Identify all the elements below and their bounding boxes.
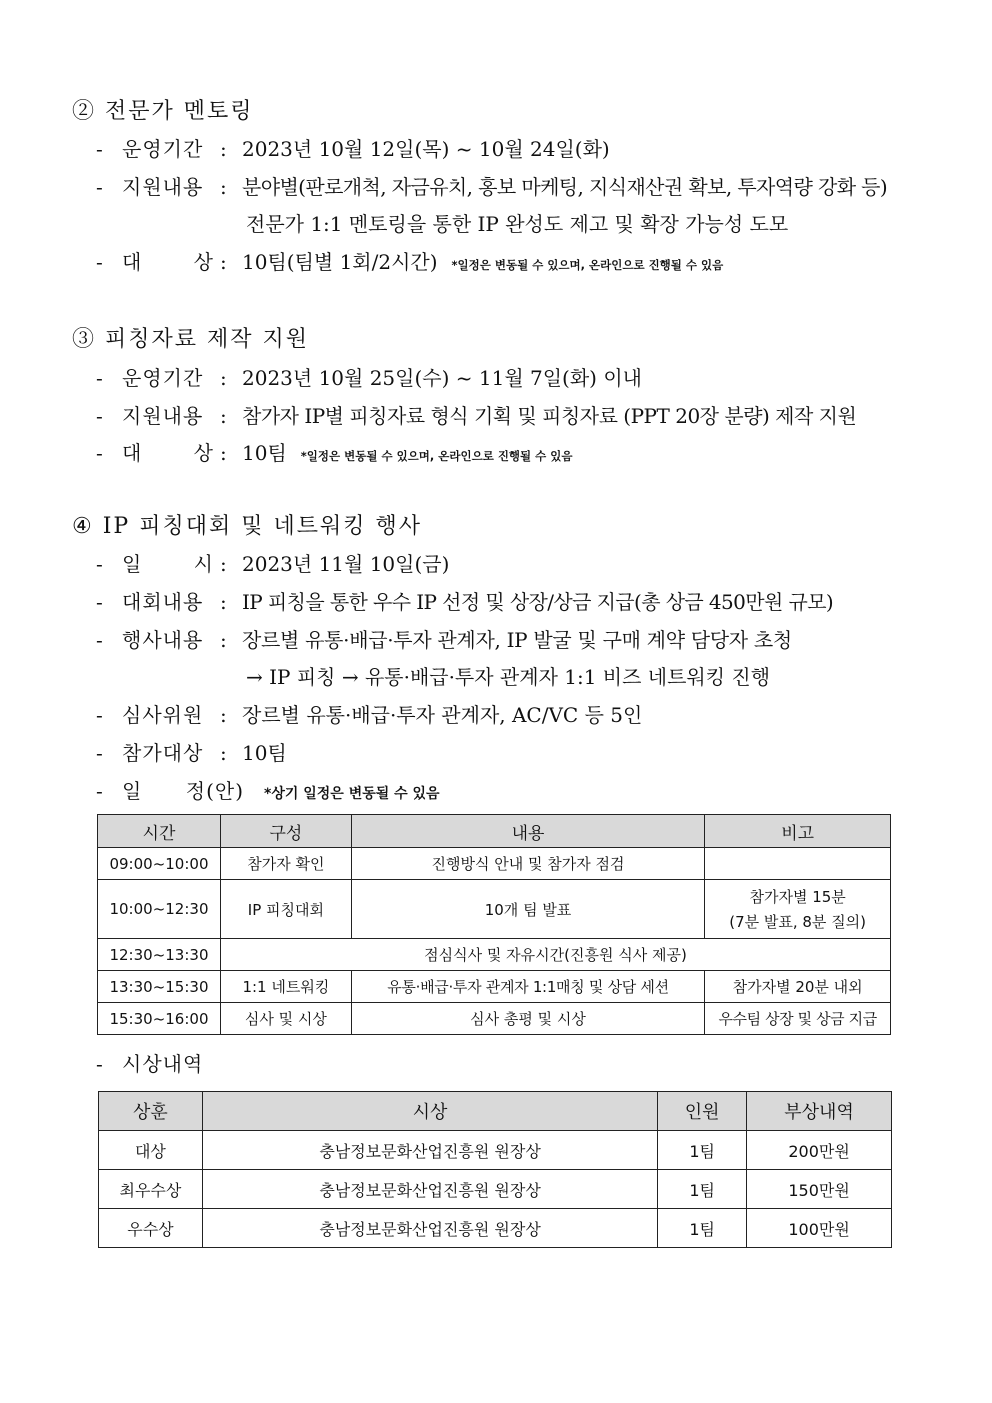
table-row: 우수상 충남정보문화산업진흥원 원장상 1팀 100만원 (99, 1209, 892, 1248)
schedule-change-note: *상기 일정은 변동될 수 있음 (264, 786, 440, 802)
awards-table (98, 1091, 892, 1248)
item-support: - 지원내용 : 참가자 IP별 피칭자료 형식 기획 및 피칭자료 (PPT 20장 분량) 제작 지원 (96, 404, 857, 428)
table-row: 09:00~10:00 참가자 확인 진행방식 안내 및 참가자 점검 (98, 848, 891, 880)
table-row: 13:30~15:30 1:1 네트워킹 유통·배급·투자 관계자 1:1매칭 및 상담 세션 참가자별 20분 내외 (98, 971, 891, 1003)
item-target: - 대 상 : 10팀(팀별 1회/2시간) *일정은 변동될 수 있으며, 온라인으로 진행될 수 있음 (96, 250, 724, 274)
schedule-table (97, 814, 891, 1035)
header-content: 내용 (351, 815, 704, 848)
item-period: - 운영기간 : 2023년 10월 25일(수) ~ 11월 7일(화) 이내 (96, 366, 642, 390)
header-time: 시간 (98, 815, 221, 848)
item-support-continued: 전문가 1:1 멘토링을 통한 IP 완성도 제고 및 확장 가능성 도모 (246, 212, 789, 236)
item-target: - 대 상 : 10팀 *일정은 변동될 수 있으며, 온라인으로 진행될 수 있음 (96, 441, 573, 465)
header-part: 구성 (220, 815, 351, 848)
table-row: 대상 충남정보문화산업진흥원 원장상 1팀 200만원 (99, 1131, 892, 1170)
item-judges: - 심사위원 : 장르별 유통·배급·투자 관계자, AC/VC 등 5인 (96, 703, 643, 727)
header-prize: 부상내역 (747, 1092, 892, 1131)
table-row: 최우수상 충남정보문화산업진흥원 원장상 1팀 150만원 (99, 1170, 892, 1209)
header-rank: 상훈 (99, 1092, 203, 1131)
schedule-change-note: *일정은 변동될 수 있으며, 온라인으로 진행될 수 있음 (451, 258, 724, 272)
section-heading-pitch-material: ③ 피칭자료 제작 지원 (72, 327, 309, 352)
schedule-change-note: *일정은 변동될 수 있으며, 온라인으로 진행될 수 있음 (300, 449, 573, 463)
header-note: 비고 (705, 815, 891, 848)
table-row: 12:30~13:30 점심식사 및 자유시간(진흥원 식사 제공) (98, 939, 891, 971)
section-heading-mentoring: ② 전문가 멘토링 (72, 99, 254, 124)
section-heading-pitch-event: ④ IP 피칭대회 및 네트워킹 행사 (72, 514, 422, 539)
table-header-row (98, 815, 891, 848)
item-contest: - 대회내용 : IP 피칭을 통한 우수 IP 선정 및 상장/상금 지급(총 상금 450만원 규모) (96, 590, 834, 614)
item-support: - 지원내용 : 분야별(판로개척, 자금유치, 홍보 마케팅, 지식재산권 확보, 투자역량 강화 등) (96, 175, 888, 199)
item-event-continued: → IP 피칭 → 유통·배급·투자 관계자 1:1 비즈 네트워킹 진행 (246, 665, 771, 689)
item-event: - 행사내용 : 장르별 유통·배급·투자 관계자, IP 발굴 및 구매 계약 담당자 초청 (96, 628, 792, 652)
item-awards: - 시상내역 (96, 1052, 204, 1076)
table-header-row (99, 1092, 892, 1131)
table-row: 10:00~12:30 IP 피칭대회 10개 팀 발표 참가자별 15분 (7분 발표, 8분 질의) (98, 880, 891, 939)
item-schedule: - 일 정(안) *상기 일정은 변동될 수 있음 (96, 779, 440, 803)
item-participants: - 참가대상 : 10팀 (96, 741, 287, 765)
header-award: 시상 (202, 1092, 657, 1131)
table-row: 15:30~16:00 심사 및 시상 심사 총평 및 시상 우수팀 상장 및 상금 지급 (98, 1003, 891, 1035)
item-period: - 운영기간 : 2023년 10월 12일(목) ~ 10월 24일(화) (96, 137, 610, 161)
item-date: - 일 시 : 2023년 11월 10일(금) (96, 552, 450, 576)
header-count: 인원 (658, 1092, 747, 1131)
